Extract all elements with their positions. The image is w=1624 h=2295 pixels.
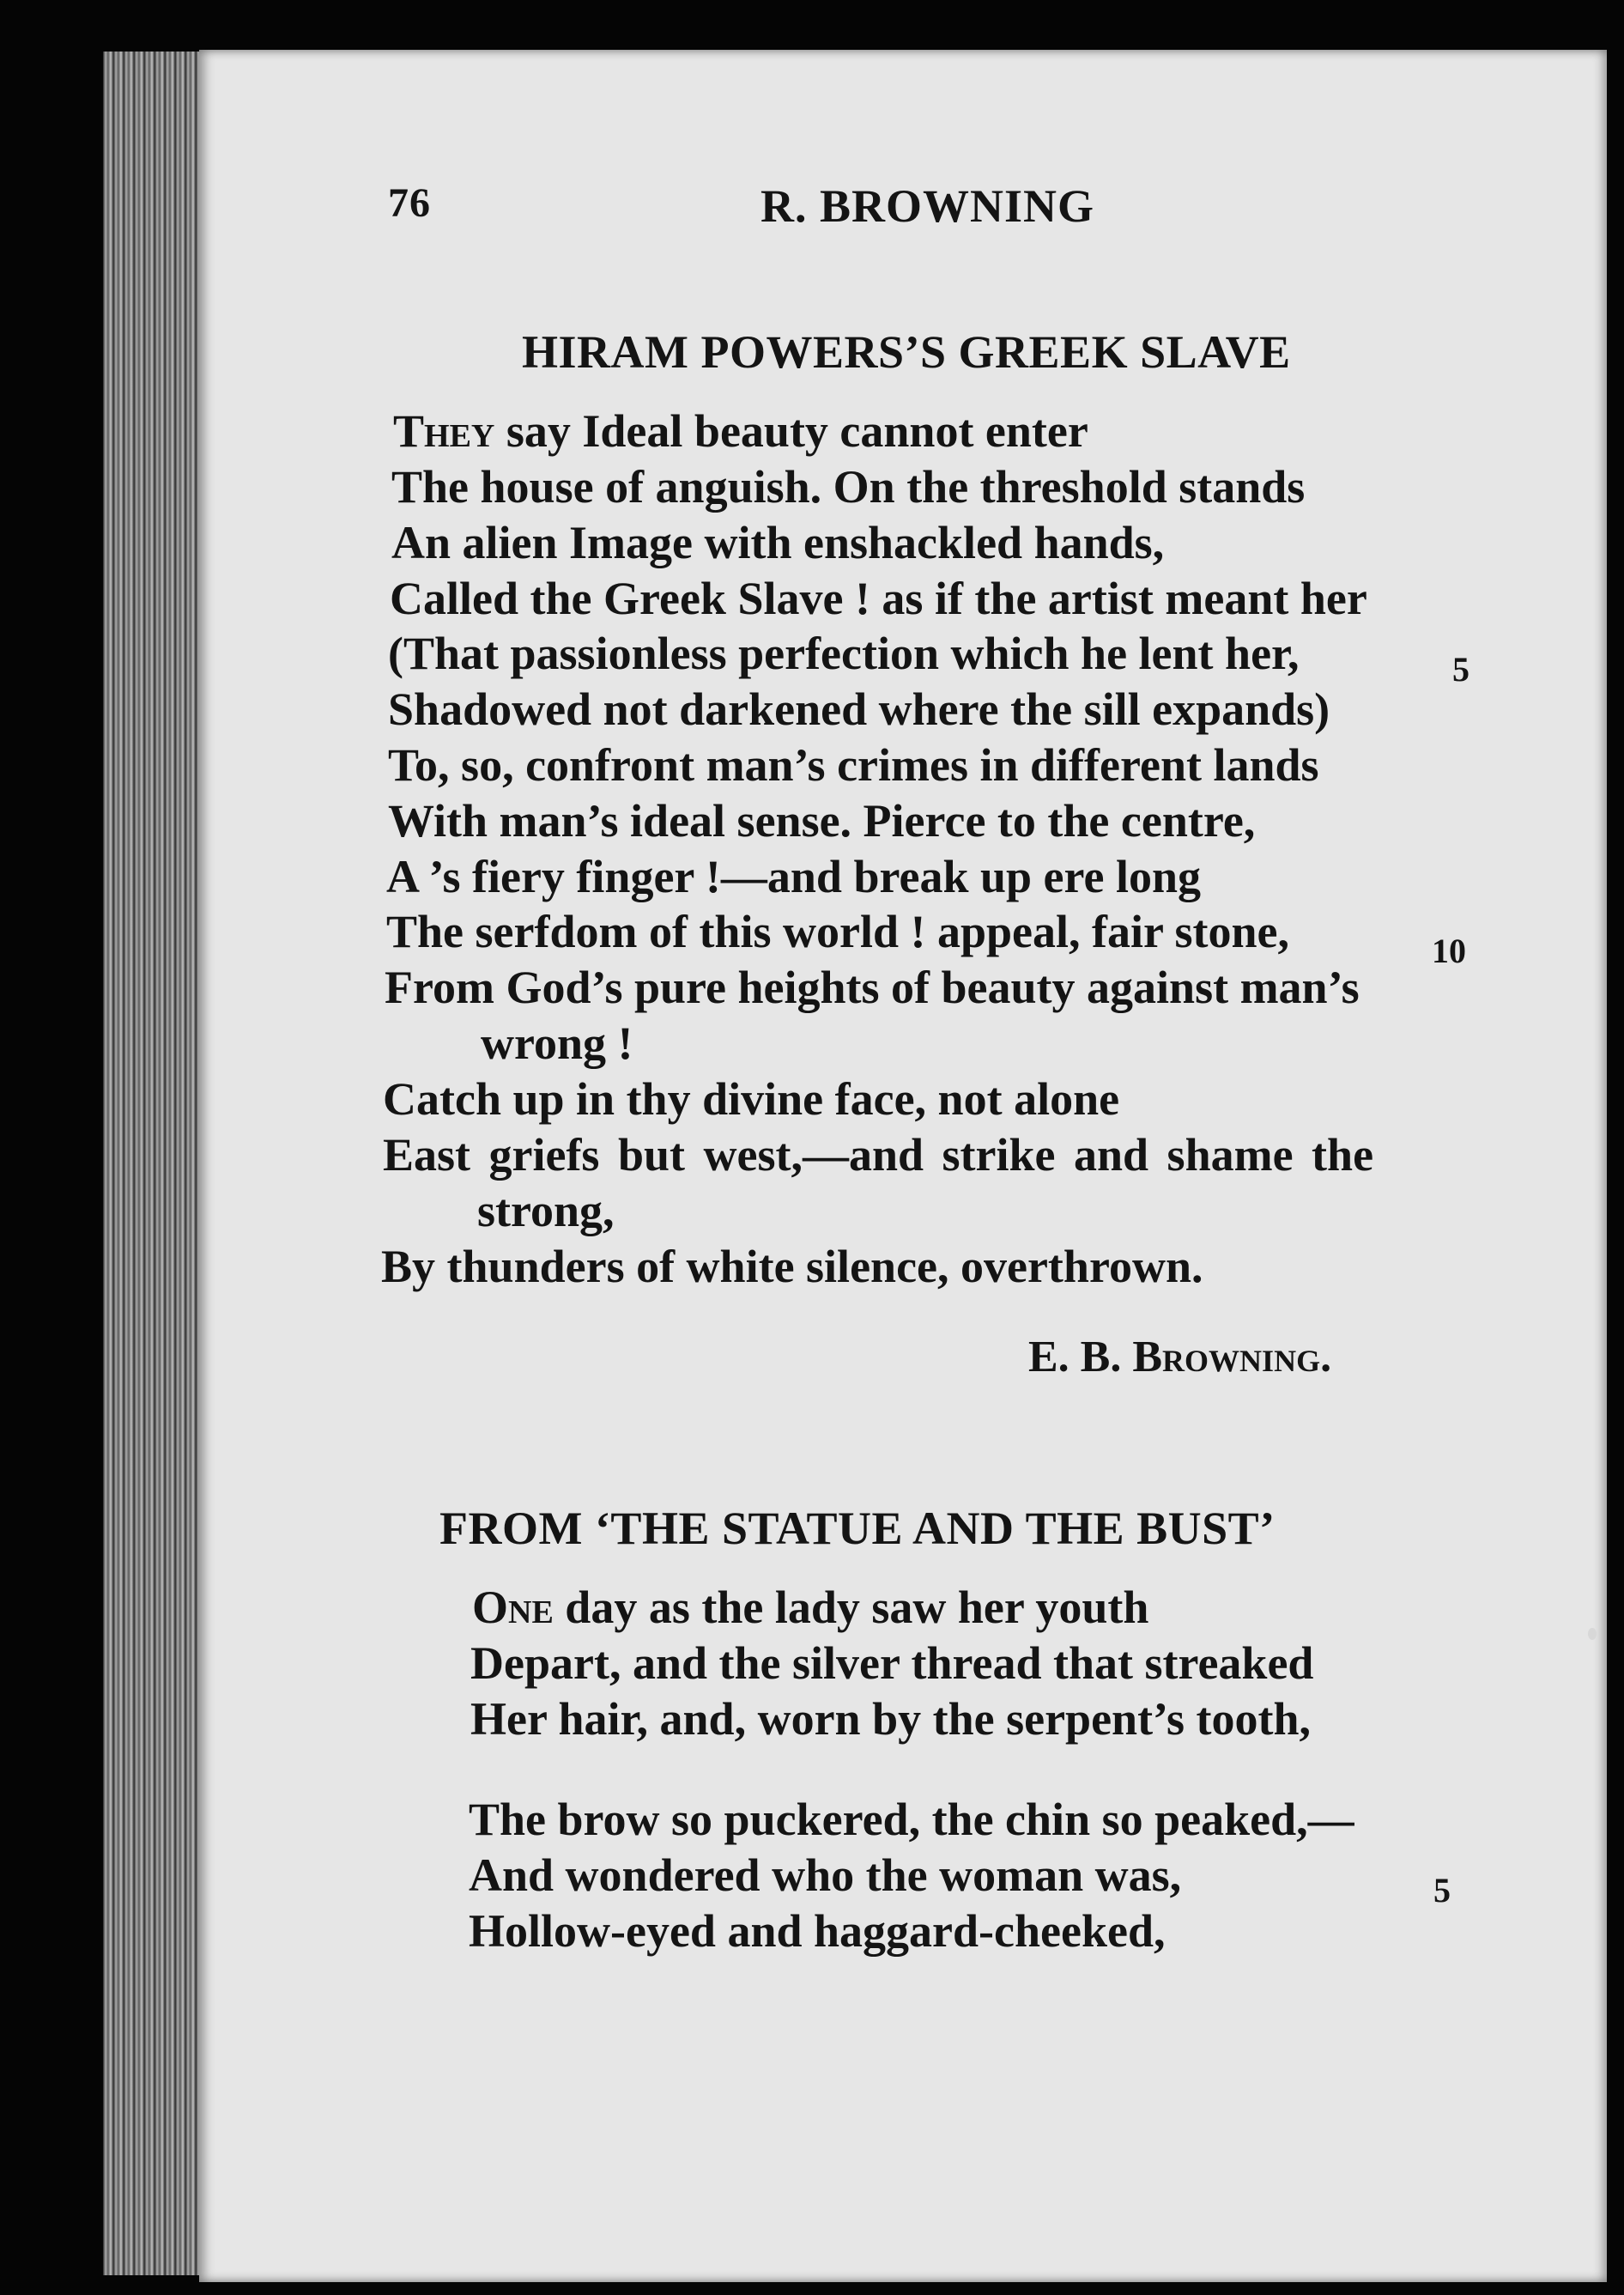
page-edges (103, 52, 206, 2275)
verse-line: By thunders of white silence, overthrown. (381, 1241, 1203, 1292)
poem-title-statue-and-bust: FROM ‘THE STATUE AND THE BUST’ (439, 1503, 1276, 1554)
verse-line: Shadowed not darkened where the sill expands) (388, 683, 1330, 735)
verse-line: (That passionless perfection which he lent her, (388, 628, 1300, 679)
verse-line: East griefs but west,—and strike and shame the (383, 1129, 1374, 1181)
verse-line: From God’s pure heights of beauty against man’s (385, 962, 1360, 1013)
poem-title-greek-slave: HIRAM POWERS’S GREEK SLAVE (522, 326, 1291, 378)
verse-line-continuation: strong, (477, 1185, 615, 1236)
verse-line: The house of anguish. On the threshold stands (391, 461, 1306, 513)
verse-lead-word: They (393, 405, 495, 457)
line-number: 5 (1433, 1871, 1451, 1909)
running-header: R. BROWNING (760, 180, 1095, 232)
verse-line: With man’s ideal sense. Pierce to the centre, (388, 795, 1256, 847)
verse-line: One day as the lady saw her youth (472, 1582, 1149, 1633)
verse-line: They say Ideal beauty cannot enter (393, 405, 1088, 457)
verse-line: Depart, and the silver thread that streaked (470, 1637, 1314, 1689)
verse-line: Catch up in thy divine face, not alone (383, 1073, 1120, 1125)
verse-line: A ’s fiery finger !—and break up ere long (386, 851, 1202, 902)
scan-speck (1588, 1628, 1597, 1640)
line-number: 10 (1432, 932, 1466, 970)
line-number: 5 (1452, 650, 1469, 689)
verse-line-continuation: wrong ! (481, 1017, 633, 1069)
verse-line: Called the Greek Slave ! as if the artist meant her (390, 573, 1367, 624)
poem-attribution: E. B. Browning. (1028, 1333, 1332, 1381)
verse-line: The brow so puckered, the chin so peaked,— (469, 1794, 1354, 1845)
verse-line: The serfdom of this world ! appeal, fair stone, (386, 906, 1289, 957)
verse-line: To, so, confront man’s crimes in different lands (388, 739, 1319, 791)
page-number: 76 (388, 180, 431, 226)
verse-line: Her hair, and, worn by the serpent’s tooth, (470, 1693, 1312, 1745)
verse-line: And wondered who the woman was, (469, 1849, 1182, 1901)
verse-line: Hollow-eyed and haggard-cheeked, (469, 1905, 1166, 1957)
verse-lead-word: One (472, 1582, 554, 1633)
verse-line: An alien Image with enshackled hands, (391, 517, 1165, 568)
